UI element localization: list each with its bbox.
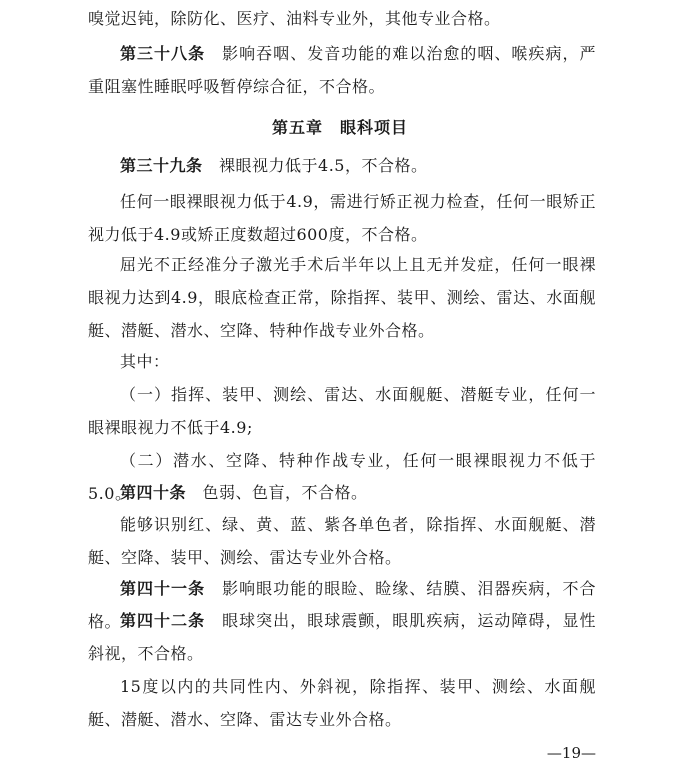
paragraph-color-recognition [88,508,596,574]
article-number: 第三十八条 [120,44,206,63]
item-text: （一）指挥、装甲、测绘、雷达、水面舰艇、潜艇专业，任何一眼裸眼视力不低于4.9; [88,385,596,437]
paragraph-0 [88,2,596,35]
article-number: 第四十条 [120,483,187,502]
article-number: 第四十二条 [120,611,206,630]
paragraph-text: 能够识别红、绿、黄、蓝、紫各单色者，除指挥、水面舰艇、潜艇、空降、装甲、测绘、雷达专业外合格。 [88,515,596,567]
paragraph-text: 其中： [120,352,170,371]
article-text: 裸眼视力低于4.5，不合格。 [219,156,428,175]
paragraph-text: 嗅觉迟钝，除防化、医疗、油料专业外，其他专业合格。 [88,9,501,28]
article-number: 第四十一条 [120,579,206,598]
paragraph-laser-surgery [88,248,596,347]
paragraph-text: 15度以内的共同性内、外斜视，除指挥、装甲、测绘、水面舰艇、潜艇、潜水、空降、雷达专业外合格。 [88,677,596,729]
article-text: 色弱、色盲，不合格。 [202,483,368,502]
article-39 [88,149,596,182]
article-text: 眼球突出，眼球震颤，眼肌疾病，运动障碍，显性斜视，不合格。 [88,611,596,663]
paragraph-text: 任何一眼裸眼视力低于4.9，需进行矫正视力检查，任何一眼矫正视力低于4.9或矫正度数超过600度，不合格。 [88,192,596,244]
page-number: —19— [546,744,596,762]
article-number: 第三十九条 [120,156,203,175]
item-text: （二）潜水、空降、特种作战专业，任何一眼裸眼视力不低于5.0。 [88,451,596,503]
chapter-title: 第五章 眼科项目 [271,118,408,137]
article-text: 影响眼功能的眼睑、睑缘、结膜、泪器疾病，不合格。 [88,579,596,631]
article-42 [88,604,596,670]
article-38 [88,37,596,103]
paragraph-strabismus [88,670,596,736]
paragraph-text: 屈光不正经准分子激光手术后半年以上且无并发症，任何一眼裸眼视力达到4.9，眼底检查正常，除指挥、装甲、测绘、雷达、水面舰艇、潜艇、潜水、空降、特种作战专业外合格。 [88,255,596,340]
item-1 [88,378,596,444]
article-40 [88,476,596,509]
paragraph-among [88,345,596,378]
article-text: 影响吞咽、发音功能的难以治愈的咽、喉疾病，严重阻塞性睡眠呼吸暂停综合征，不合格。 [88,44,596,96]
paragraph-corrected-vision [88,185,596,251]
